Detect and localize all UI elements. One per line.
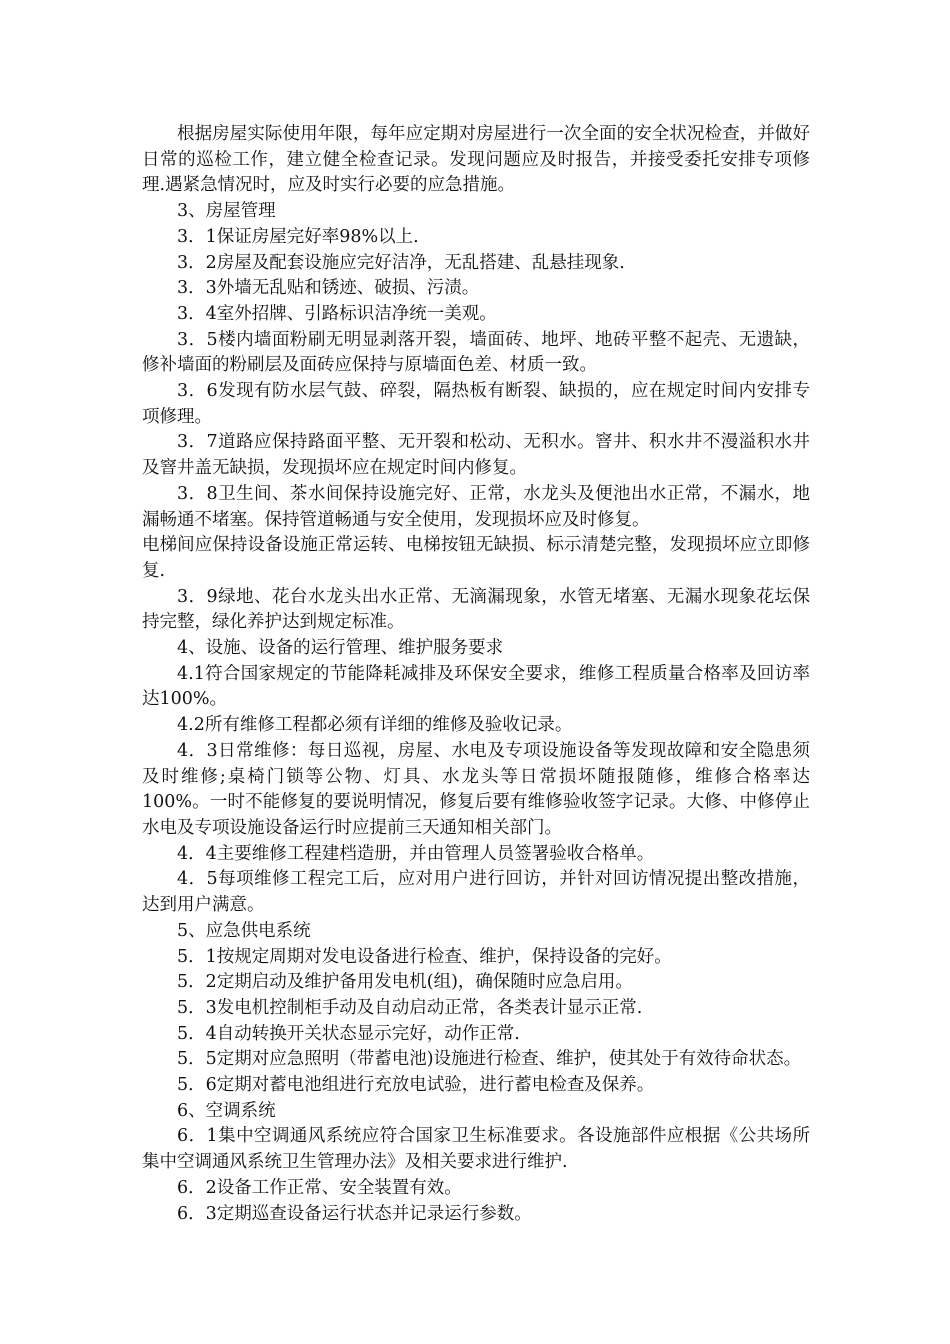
paragraph-inspection: 根据房屋实际使用年限，每年应定期对房屋进行一次全面的安全状况检查，并做好日常的巡检工作，建立健全检查记录。发现问题应及时报告，并接受委托安排专项修理.遇紧急情况时，应及时实行必要的应急措施。 [142, 124, 810, 196]
paragraph-6-3: 6．3定期巡查设备运行状态并记录运行参数。 [177, 1203, 532, 1224]
paragraph-5-2: 5．2定期启动及维护备用发电机(组)，确保随时应急启用。 [177, 972, 633, 993]
paragraph-5-4: 5．4自动转换开关状态显示完好，动作正常. [177, 1023, 520, 1044]
paragraph-elevator: 电梯间应保持设备设施正常运转、电梯按钮无缺损、标示清楚完整，发现损坏应立即修复. [142, 535, 810, 581]
paragraph-4-4: 4．4主要维修工程建档造册，并由管理人员签署验收合格单。 [177, 843, 655, 864]
paragraph-3-9: 3．9绿地、花台水龙头出水正常、无滴漏现象，水管无堵塞、无漏水现象花坛保持完整，绿化养护达到规定标准。 [142, 586, 810, 633]
heading-6-air-conditioning: 6、空调系统 [177, 1100, 276, 1121]
paragraph-4-2: 4.2所有维修工程都必须有详细的维修及验收记录。 [177, 715, 573, 736]
paragraph-6-1: 6．1集中空调通风系统应符合国家卫生标准要求。各设施部件应根据《公共场所集中空调通风系统卫生管理办法》及相关要求进行维护. [142, 1126, 810, 1173]
document-body [142, 122, 810, 1227]
paragraph-4-1: 4.1符合国家规定的节能降耗减排及环保安全要求，维修工程质量合格率及回访率达100%。 [142, 663, 810, 710]
paragraph-6-2: 6．2设备工作正常、安全装置有效。 [177, 1177, 462, 1198]
paragraph-4-5: 4．5每项维修工程完工后，应对用户进行回访，并针对回访情况提出整改措施，达到用户满意。 [142, 869, 810, 916]
paragraph-3-6: 3．6发现有防水层气鼓、碎裂，隔热板有断裂、缺损的，应在规定时间内安排专项修理。 [142, 381, 810, 427]
paragraph-3-4: 3．4室外招牌、引路标识洁净统一美观。 [177, 303, 497, 324]
paragraph-5-5: 5．5定期对应急照明（带蓄电池)设施进行检查、维护，使其处于有效待命状态。 [177, 1049, 802, 1070]
paragraph-5-3: 5．3发电机控制柜手动及自动启动正常，各类表计显示正常. [177, 997, 643, 1018]
heading-5-emergency-power: 5、应急供电系统 [177, 920, 311, 941]
paragraph-3-1: 3．1保证房屋完好率98%以上. [177, 226, 419, 247]
paragraph-5-1: 5．1按规定周期对发电设备进行检查、维护，保持设备的完好。 [177, 946, 672, 967]
heading-3-housing-management: 3、房屋管理 [177, 201, 276, 222]
paragraph-4-3: 4．3日常维修：每日巡视，房屋、水电及专项设施设备等发现故障和安全隐患须及时维修;桌椅门锁等公物、灯具、水龙头等日常损坏随报随修，维修合格率达100%。一时不能修复的要说明情况，修复后要有维修验收签字记录。大修、中修停止水电及专项设施设备运行时应提前三天通知相关部门。 [142, 740, 810, 838]
paragraph-3-7: 3．7道路应保持路面平整、无开裂和松动、无积水。窨井、积水井不漫溢积水井及窨井盖无缺损，发现损坏应在规定时间内修复。 [142, 432, 810, 479]
heading-4-facilities: 4、设施、设备的运行管理、维护服务要求 [177, 638, 504, 659]
paragraph-5-6: 5．6定期对蓄电池组进行充放电试验，进行蓄电检查及保养。 [177, 1075, 655, 1096]
paragraph-3-2: 3．2房屋及配套设施应完好洁净，无乱搭建、乱悬挂现象. [177, 252, 625, 273]
paragraph-3-3: 3．3外墙无乱贴和锈迹、破损、污渍。 [177, 278, 480, 299]
paragraph-3-8: 3．8卫生间、茶水间保持设施完好、正常，水龙头及便池出水正常，不漏水，地漏畅通不堵塞。保持管道畅通与安全使用，发现损坏应及时修复。 [142, 483, 810, 530]
paragraph-3-5: 3．5楼内墙面粉刷无明显剥落开裂，墙面砖、地坪、地砖平整不起壳、无遗缺，修补墙面的粉刷层及面砖应保持与原墙面色差、材质一致。 [142, 329, 810, 376]
